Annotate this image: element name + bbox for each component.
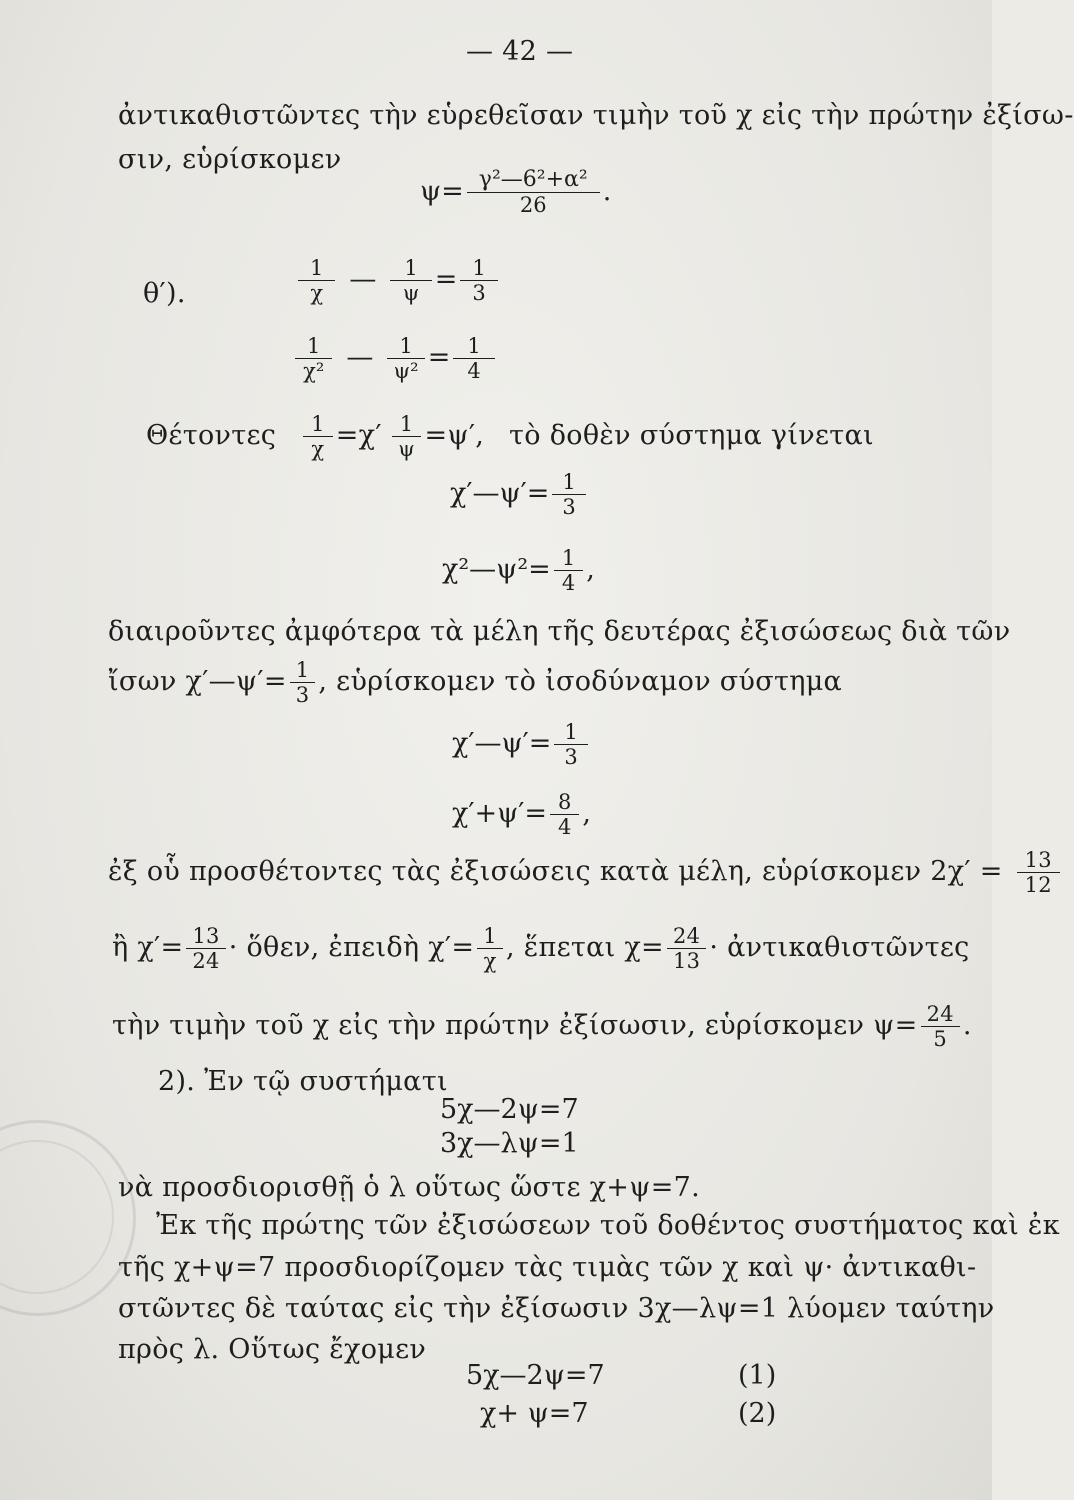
p4-frac-2 bbox=[477, 924, 503, 973]
subst-end: =ψ′, bbox=[424, 420, 485, 451]
subst-b-den: ψ bbox=[398, 437, 415, 461]
p2l2-num: 1 bbox=[290, 658, 316, 683]
system2-eq2 bbox=[442, 546, 595, 595]
s1e2-frac-c bbox=[453, 334, 494, 383]
p2l2-den: 3 bbox=[295, 683, 310, 707]
paragraph-7-line-2: τῆς χ+ψ=7 προσδιορίζομεν τὰς τιμὰς τῶν χ καὶ ψ· ἀντικαθι- bbox=[118, 1252, 977, 1283]
subst-mid: =χ′ bbox=[335, 420, 382, 451]
s3e1-num: 1 bbox=[554, 720, 587, 745]
s1e1-frac-b bbox=[390, 256, 431, 305]
p4-d3: 13 bbox=[672, 949, 701, 973]
system1-eq2 bbox=[292, 334, 498, 383]
s2e1-frac bbox=[552, 470, 585, 519]
paragraph-2-line-1: διαιροῦντες ἀμφότερα τὰ μέλη τῆς δευτέρας ἐξισώσεως διὰ τῶν bbox=[108, 616, 1011, 647]
s1e2-b-num: 1 bbox=[387, 334, 424, 359]
eq-psi-lhs: ψ= bbox=[420, 176, 464, 207]
s3e1-lhs: χ′—ψ′= bbox=[452, 728, 552, 759]
p2l2-pre: ἴσων χ′—ψ′= bbox=[108, 666, 287, 697]
paragraph-1-line-2: σιν, εὑρίσκομεν bbox=[118, 144, 342, 175]
s3e2-den: 4 bbox=[558, 815, 572, 839]
subst-a-den: χ bbox=[311, 437, 325, 461]
p4-n3: 24 bbox=[667, 924, 706, 949]
system4-eq2: 3χ—λψ=1 bbox=[440, 1128, 579, 1159]
s2e1-lhs: χ′—ψ′= bbox=[450, 478, 550, 509]
p4-d1: 24 bbox=[192, 949, 220, 973]
paragraph-7-line-4: πρὸς λ. Οὕτως ἔχομεν bbox=[118, 1334, 427, 1365]
s1e1-frac-a bbox=[298, 256, 335, 305]
paragraph-2-line-2 bbox=[108, 658, 842, 707]
s1e1-frac-c bbox=[460, 256, 497, 305]
p3-frac bbox=[1017, 848, 1060, 897]
s2e2-lhs: χ²—ψ²= bbox=[442, 554, 551, 585]
paragraph-4 bbox=[112, 924, 970, 973]
paragraph-3 bbox=[108, 848, 1063, 897]
s1e1-a-den: χ bbox=[310, 281, 324, 305]
p4-p1: ἢ χ′= bbox=[112, 932, 184, 963]
equation-psi bbox=[420, 168, 611, 217]
p5-num: 24 bbox=[921, 1002, 960, 1027]
paragraph-5 bbox=[112, 1002, 972, 1051]
system5-eq1: 5χ—2ψ=7 bbox=[466, 1360, 605, 1391]
eq-psi-denominator: 26 bbox=[519, 193, 547, 217]
subst-tail: τὸ δοθὲν σύστημα γίνεται bbox=[509, 420, 874, 451]
subst-b-num: 1 bbox=[392, 412, 422, 437]
p4-n2: 1 bbox=[477, 924, 503, 949]
p2l2-frac bbox=[290, 658, 316, 707]
p2l2-post: , εὑρίσκομεν τὸ ἰσοδύναμον σύστημα bbox=[318, 666, 843, 697]
s2e1-num: 1 bbox=[552, 470, 585, 495]
s2e2-num: 1 bbox=[554, 546, 583, 571]
p3-text: ἐξ οὗ προσθέτοντες τὰς ἐξισώσεις κατὰ μέλη, εὑρίσκομεν 2χ′ = bbox=[108, 856, 1003, 887]
p4-n1: 13 bbox=[186, 924, 225, 949]
p5-text: τὴν τιμὴν τοῦ χ εἰς τὴν πρώτην ἐξίσωσιν, εὑρίσκομεν ψ= bbox=[112, 1010, 918, 1041]
system2-eq1 bbox=[450, 470, 589, 519]
s3e2-num: 8 bbox=[550, 790, 579, 815]
paragraph-7-line-1: Ἐκ τῆς πρώτης τῶν ἐξισώσεων τοῦ δοθέντος συστήματος καὶ ἐκ bbox=[156, 1210, 1060, 1241]
s1e2-c-den: 4 bbox=[467, 359, 481, 383]
s1e1-b-num: 1 bbox=[390, 256, 431, 281]
s1e2-frac-b bbox=[387, 334, 424, 383]
p4-frac-3 bbox=[667, 924, 706, 973]
paragraph-7-line-3: στῶντες δὲ ταύτας εἰς τὴν ἐξίσωσιν 3χ—λψ=1 λύομεν ταύτην bbox=[118, 1293, 995, 1324]
s1e2-a-den: χ² bbox=[303, 359, 325, 383]
s2e2-den: 4 bbox=[561, 571, 576, 595]
p5-end: . bbox=[962, 1010, 972, 1041]
system1-eq1 bbox=[295, 256, 501, 305]
s2e2-end: , bbox=[586, 554, 595, 585]
eq-psi-numerator: γ²—6²+α² bbox=[467, 168, 600, 193]
s1e2-a-num: 1 bbox=[295, 334, 332, 359]
system5-eq2: χ+ ψ=7 bbox=[480, 1398, 589, 1429]
p5-frac bbox=[921, 1002, 960, 1051]
p4-p4: · ἀντικαθιστῶντες bbox=[709, 932, 970, 963]
paragraph-6: νὰ προσδιορισθῇ ὁ λ οὕτως ὥστε χ+ψ=7. bbox=[118, 1172, 700, 1203]
subst-word: Θέτοντες bbox=[146, 420, 277, 451]
label-theta: θ′). bbox=[143, 278, 186, 309]
p3-num: 13 bbox=[1017, 848, 1060, 873]
eq-psi-end: . bbox=[602, 176, 612, 207]
p4-p2: · ὅθεν, ἐπειδὴ χ′= bbox=[228, 932, 475, 963]
p5-den: 5 bbox=[933, 1027, 948, 1051]
p4-frac-1 bbox=[186, 924, 225, 973]
system4-eq1: 5χ—2ψ=7 bbox=[440, 1094, 579, 1125]
s1e2-eq: = bbox=[427, 342, 451, 373]
system3-eq1 bbox=[452, 720, 591, 769]
s1e2-frac-a bbox=[295, 334, 332, 383]
s3e1-den: 3 bbox=[564, 745, 578, 769]
subst-frac-a bbox=[303, 412, 333, 461]
s1e1-op: — bbox=[349, 264, 377, 295]
s1e2-c-num: 1 bbox=[453, 334, 494, 359]
system5-eq2-tag: (2) bbox=[738, 1398, 777, 1429]
s2e2-frac bbox=[554, 546, 583, 595]
s3e1-frac bbox=[554, 720, 587, 769]
system5-eq1-tag: (1) bbox=[738, 1360, 777, 1391]
page-number: — 42 — bbox=[466, 36, 574, 67]
s2e1-den: 3 bbox=[562, 495, 576, 519]
s1e1-c-num: 1 bbox=[460, 256, 497, 281]
eq-psi-fraction bbox=[467, 168, 600, 217]
s1e2-op: — bbox=[346, 342, 374, 373]
s1e1-eq: = bbox=[434, 264, 458, 295]
system3-eq2 bbox=[452, 790, 591, 839]
s3e2-frac bbox=[550, 790, 579, 839]
s1e1-b-den: ψ bbox=[402, 281, 420, 305]
s1e1-a-num: 1 bbox=[298, 256, 335, 281]
substitution-line bbox=[146, 412, 874, 461]
p4-p3: , ἕπεται χ= bbox=[505, 932, 664, 963]
p3-den: 12 bbox=[1024, 873, 1052, 897]
s1e2-b-den: ψ² bbox=[393, 359, 419, 383]
p4-d2: χ bbox=[483, 949, 497, 973]
subst-frac-b bbox=[392, 412, 422, 461]
s3e2-end: , bbox=[582, 798, 592, 829]
s3e2-lhs: χ′+ψ′= bbox=[452, 798, 548, 829]
s1e1-c-den: 3 bbox=[472, 281, 486, 305]
subst-a-num: 1 bbox=[303, 412, 333, 437]
item-2-intro: 2). Ἐν τῷ συστήματι bbox=[158, 1066, 448, 1097]
paragraph-1-line-1: ἀντικαθιστῶντες τὴν εὑρεθεῖσαν τιμὴν τοῦ χ εἰς τὴν πρώτην ἐξίσω- bbox=[118, 100, 1074, 131]
